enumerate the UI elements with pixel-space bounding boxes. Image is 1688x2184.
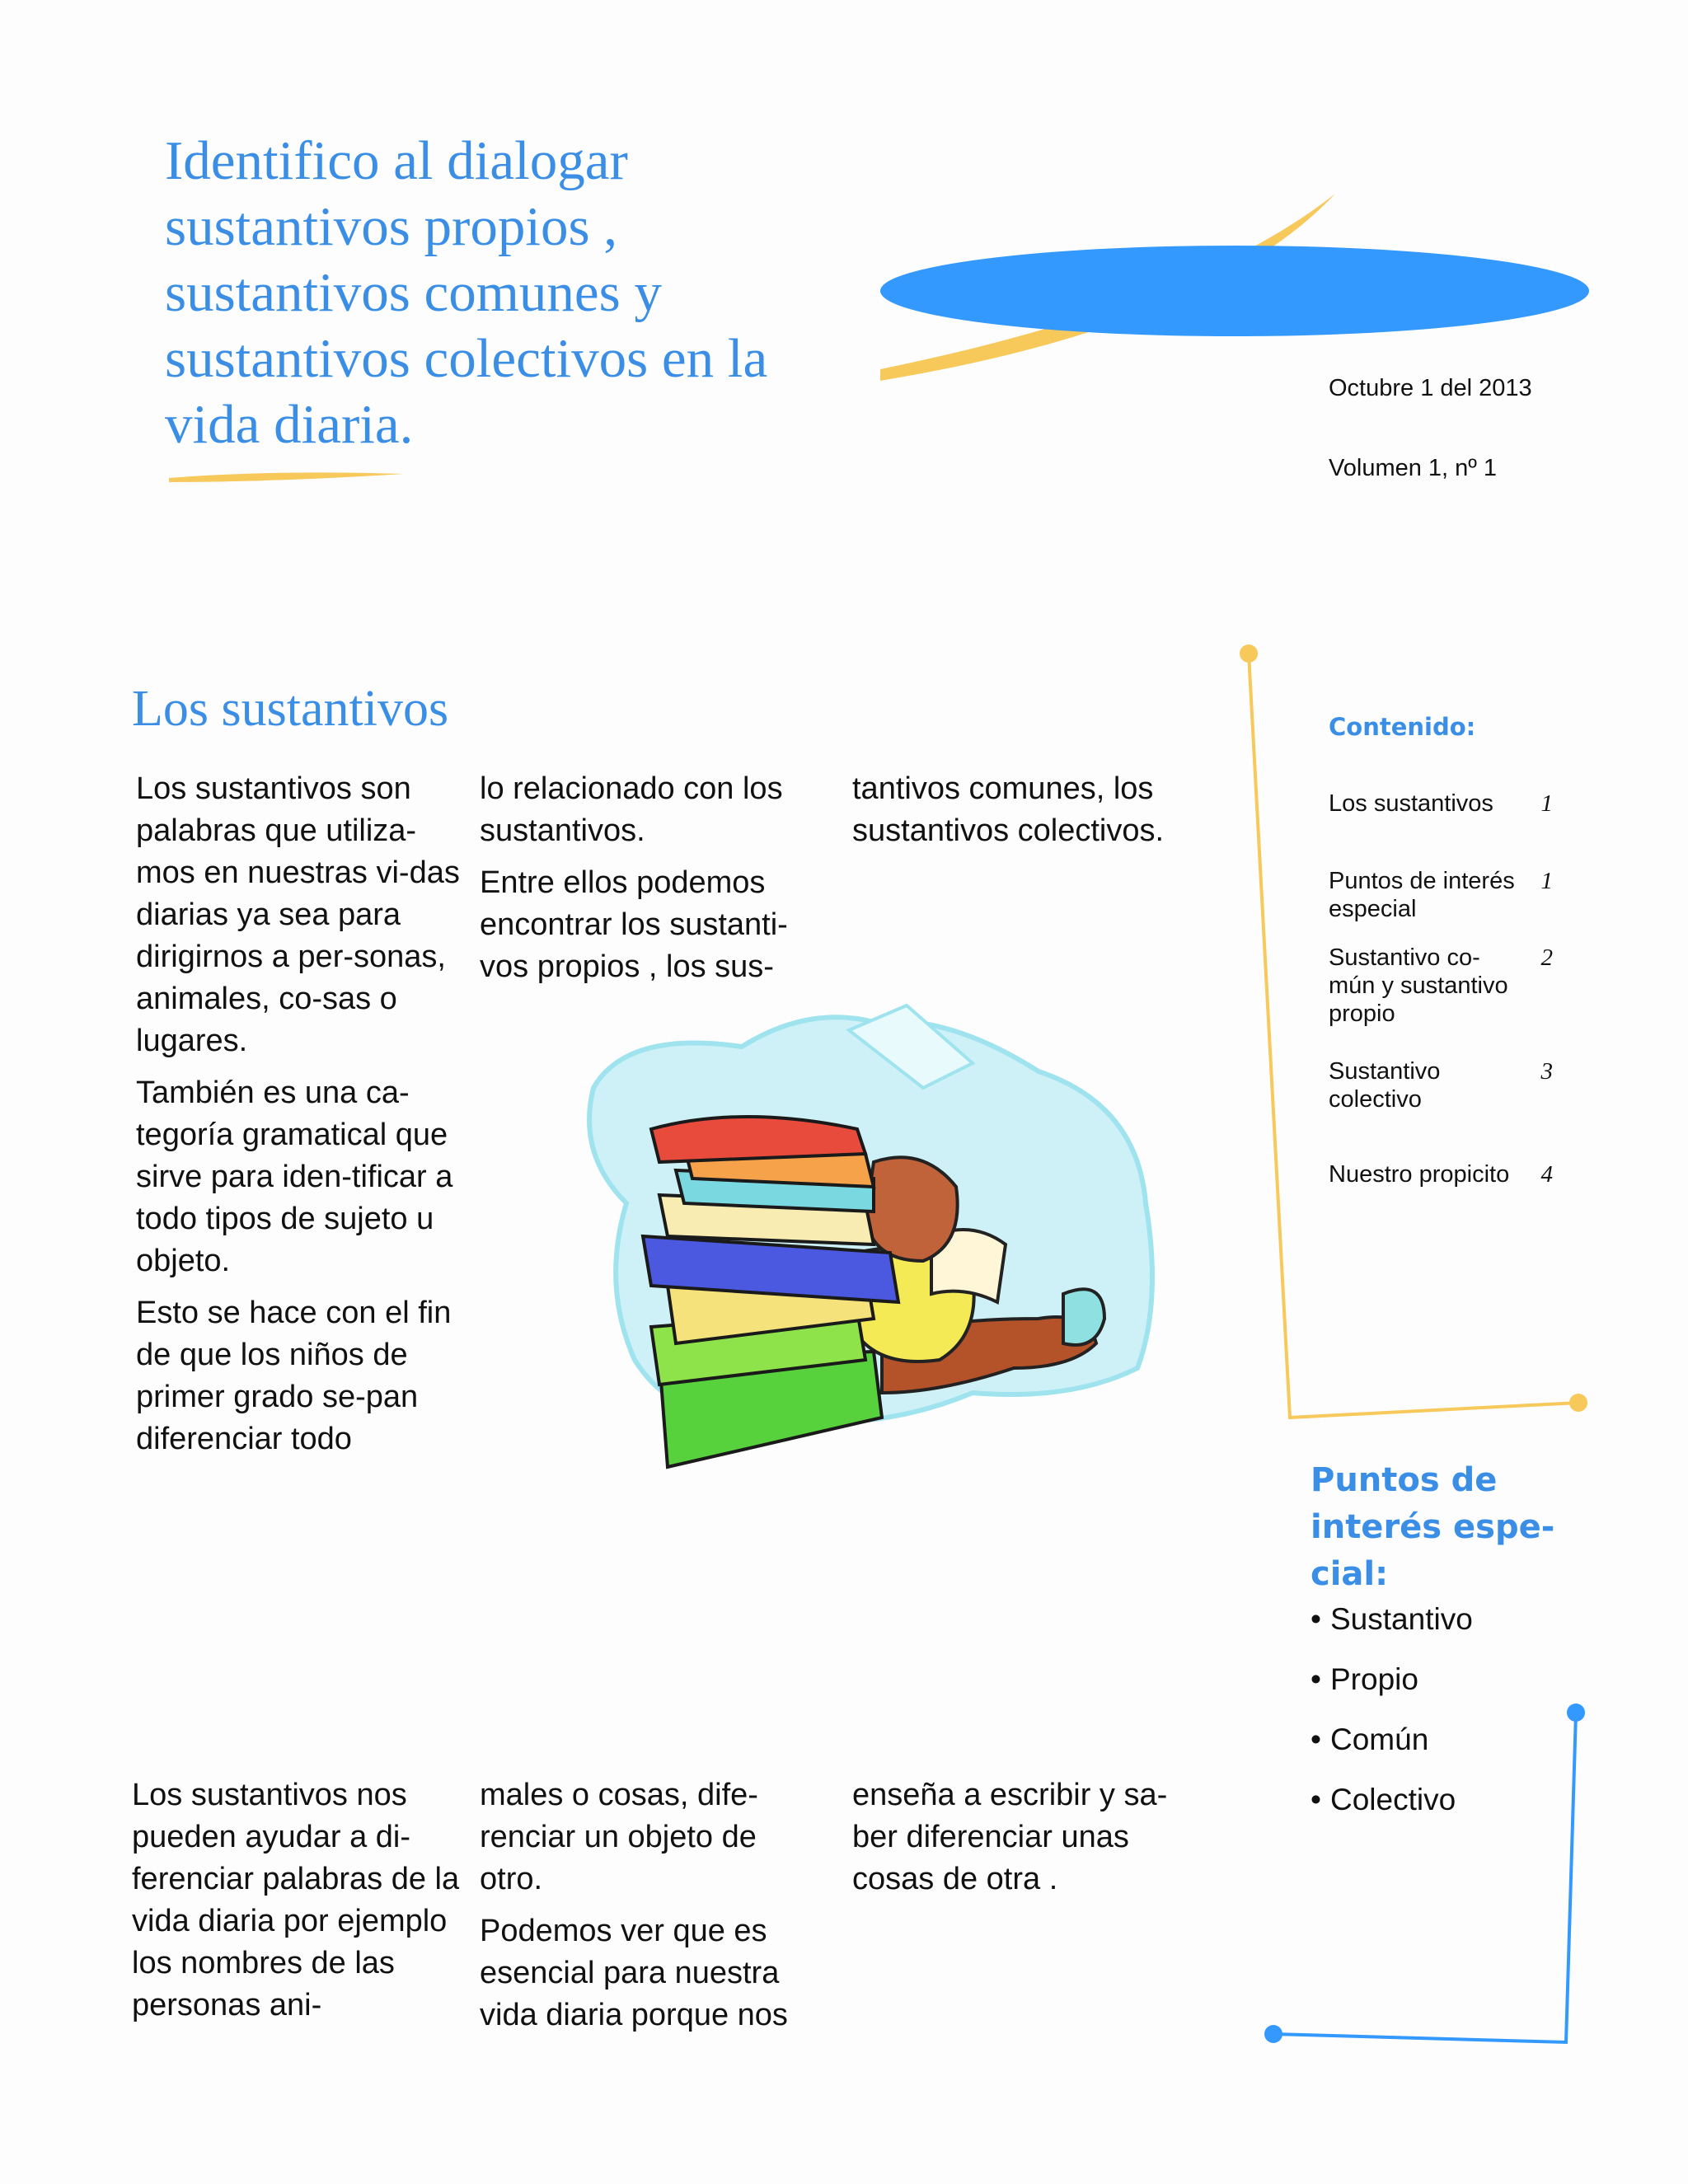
masthead-blue-oval xyxy=(880,246,1589,336)
bullet-icon: • xyxy=(1311,1783,1321,1816)
article-heading: Los sustantivos xyxy=(132,681,449,737)
toc-item[interactable] xyxy=(1329,1057,1559,1113)
article-column-2 xyxy=(480,768,826,998)
toc-frame-dot-bottom xyxy=(1569,1394,1587,1412)
paragraph: enseña a escribir y sa-ber diferenciar unas cosas de otra . xyxy=(852,1778,1168,1896)
toc-item-page: 1 xyxy=(1540,790,1553,817)
toc-item-page: 4 xyxy=(1540,1161,1553,1188)
list-item-label: Colectivo xyxy=(1330,1783,1456,1816)
list-item xyxy=(1311,1659,1473,1719)
list-item xyxy=(1311,1779,1473,1840)
toc-item-label: Nuestro propicito xyxy=(1329,1161,1510,1188)
list-item-label: Sustantivo xyxy=(1330,1602,1473,1636)
toc-item-label: Los sustantivos xyxy=(1329,790,1493,817)
article-column-6 xyxy=(852,1774,1207,1910)
article-column-4 xyxy=(132,1774,462,2036)
paragraph: Esto se hace con el fin de que los niños de primer grado se-pan diferenciar todo xyxy=(136,1296,452,1456)
article-column-3 xyxy=(852,768,1207,862)
child-hair xyxy=(865,1157,958,1261)
toc-item[interactable] xyxy=(1329,944,1559,1028)
list-item xyxy=(1311,1719,1473,1779)
paragraph: También es una ca-tegoría gramatical que sirve para iden-tificar a todo tipos de sujeto u objeto. xyxy=(136,1076,453,1278)
toc-item-label: Sustantivo colectivo xyxy=(1329,1058,1441,1113)
paragraph: lo relacionado con los sustantivos. xyxy=(480,771,783,848)
poi-frame-dot-bottom xyxy=(1264,2025,1282,2043)
toc-item[interactable] xyxy=(1329,1160,1559,1188)
toc-item[interactable] xyxy=(1329,867,1559,923)
list-item xyxy=(1311,1599,1473,1659)
article-column-1 xyxy=(136,768,466,1470)
title-underline-swoosh xyxy=(169,472,404,482)
bullet-icon: • xyxy=(1311,1662,1321,1696)
list-item-label: Común xyxy=(1330,1722,1429,1756)
paragraph: Entre ellos podemos encontrar los sustanti-vos propios , los sus- xyxy=(480,865,788,984)
books-illustration xyxy=(589,1005,1152,1467)
interest-list xyxy=(1311,1599,1473,1840)
bullet-icon: • xyxy=(1311,1602,1321,1636)
book-stack xyxy=(643,1117,898,1467)
newsletter-title: Identifico al dialogar sustantivos propios , sustantivos comunes y sustantivos colectivos en la vida diaria. xyxy=(165,130,768,455)
book-red-top xyxy=(651,1117,865,1162)
paragraph: tantivos comunes, los sustantivos colectivos. xyxy=(852,771,1165,848)
paragraph: Podemos ver que es esencial para nuestra vida diaria porque nos xyxy=(480,1914,788,2032)
issue-volume: Volumen 1, nº 1 xyxy=(1329,455,1498,481)
toc-item-label: Sustantivo co-mún y sustantivo propio xyxy=(1329,944,1508,1027)
issue-date: Octubre 1 del 2013 xyxy=(1329,375,1532,401)
list-item-label: Propio xyxy=(1330,1662,1418,1696)
paragraph: Los sustantivos son palabras que utiliza-mos en nuestras vi-das diarias ya sea para dirigirnos a per-sonas, animales, co-sas o lugares. xyxy=(136,771,460,1058)
toc-item-label: Puntos de interés especial xyxy=(1329,868,1515,922)
toc-item-page: 2 xyxy=(1540,944,1553,971)
paragraph: males o cosas, dife-renciar un objeto de otro. xyxy=(480,1778,758,1896)
toc-frame-line xyxy=(1249,654,1578,1418)
interest-heading: Puntos de interés espe-cial: xyxy=(1311,1461,1555,1593)
article-column-5 xyxy=(480,1774,826,2046)
bullet-icon: • xyxy=(1311,1722,1321,1756)
toc-item[interactable] xyxy=(1329,790,1559,818)
toc-item-page: 1 xyxy=(1540,868,1553,894)
toc-heading: Contenido: xyxy=(1329,713,1476,741)
toc-item-page: 3 xyxy=(1540,1058,1553,1085)
paragraph: Los sustantivos nos pueden ayudar a di-ferenciar palabras de la vida diaria por ejemplo los nombres de las personas ani- xyxy=(132,1778,460,2022)
